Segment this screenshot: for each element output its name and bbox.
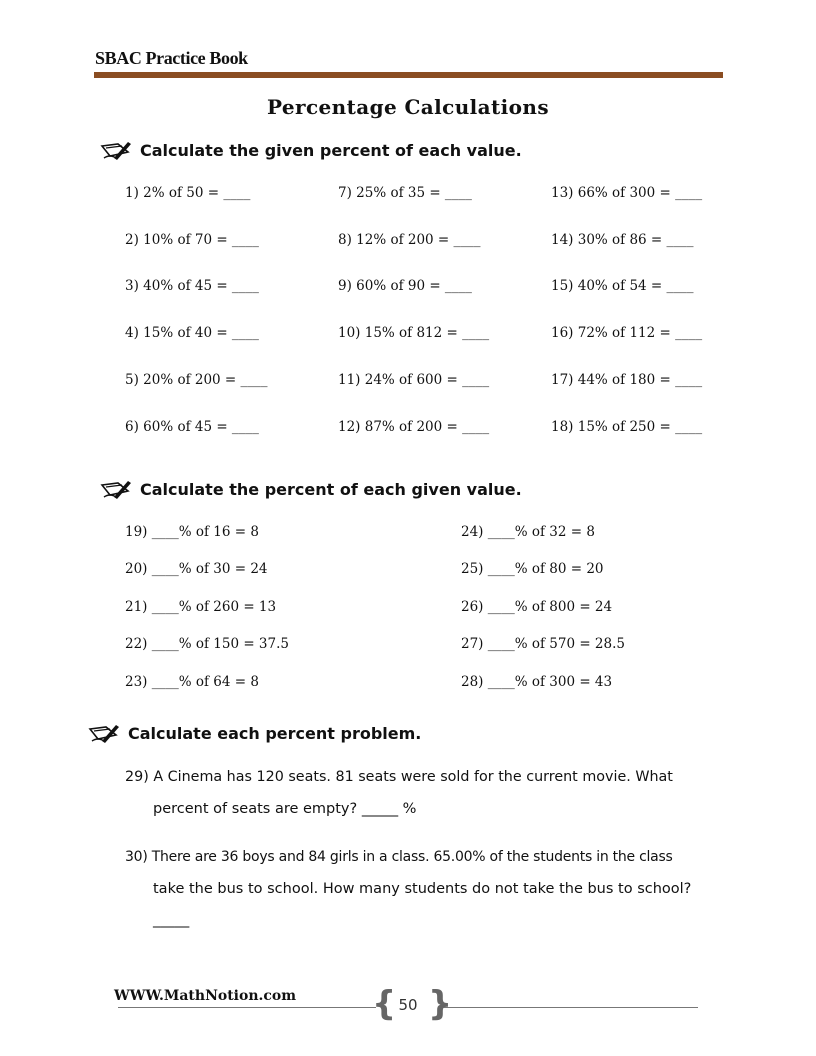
- problem-8: 8) 12% of 200 = ____: [338, 232, 481, 248]
- problem-29-line-2: percent of seats are empty? _____ %: [153, 801, 417, 817]
- section-heading-text: Calculate each percent problem.: [128, 723, 422, 743]
- problem-5: 5) 20% of 200 = ____: [125, 372, 268, 388]
- section-heading-text: Calculate the given percent of each value.: [140, 140, 522, 160]
- problem-4: 4) 15% of 40 = ____: [125, 325, 259, 341]
- problem-15: 15) 40% of 54 = ____: [551, 278, 694, 294]
- page-title: Percentage Calculations: [266, 95, 549, 119]
- problem-22: 22) ____% of 150 = 37.5: [125, 636, 289, 652]
- problem-17: 17) 44% of 180 = ____: [551, 372, 703, 388]
- problem-10: 10) 15% of 812 = ____: [338, 325, 490, 341]
- problem-19: 19) ____% of 16 = 8: [125, 524, 259, 540]
- section-heading-text: Calculate the percent of each given value.: [140, 479, 522, 499]
- problem-21: 21) ____% of 260 = 13: [125, 599, 277, 615]
- pencil-paper-icon: [100, 477, 132, 501]
- problem-6: 6) 60% of 45 = ____: [125, 419, 259, 435]
- problem-18: 18) 15% of 250 = ____: [551, 419, 703, 435]
- section-heading-2: [100, 477, 522, 501]
- problem-16: 16) 72% of 112 = ____: [551, 325, 703, 341]
- problem-12: 12) 87% of 200 = ____: [338, 419, 490, 435]
- problem-2: 2) 10% of 70 = ____: [125, 232, 259, 248]
- footer-rule-left: [118, 1007, 376, 1008]
- problem-7: 7) 25% of 35 = ____: [338, 185, 472, 201]
- page-number: 50: [398, 996, 418, 1014]
- problem-14: 14) 30% of 86 = ____: [551, 232, 694, 248]
- problem-28: 28) ____% of 300 = 43: [461, 674, 613, 690]
- problem-30-line-3: _____: [153, 912, 190, 928]
- problem-20: 20) ____% of 30 = 24: [125, 561, 268, 577]
- problem-29-line-1: 29) A Cinema has 120 seats. 81 seats were sold for the current movie. What: [125, 769, 673, 785]
- pencil-paper-icon: [88, 721, 120, 745]
- problem-3: 3) 40% of 45 = ____: [125, 278, 259, 294]
- pencil-paper-icon: [100, 138, 132, 162]
- problem-23: 23) ____% of 64 = 8: [125, 674, 259, 690]
- footer-rule-right: [440, 1007, 698, 1008]
- problem-27: 27) ____% of 570 = 28.5: [461, 636, 625, 652]
- section-heading-1: [100, 138, 522, 162]
- problem-13: 13) 66% of 300 = ____: [551, 185, 703, 201]
- footer-url: WWW.MathNotion.com: [114, 988, 297, 1004]
- problem-11: 11) 24% of 600 = ____: [338, 372, 490, 388]
- problem-24: 24) ____% of 32 = 8: [461, 524, 595, 540]
- problem-30-line-2: take the bus to school. How many students do not take the bus to school?: [153, 881, 692, 897]
- book-title: SBAC Practice Book: [95, 48, 248, 68]
- problem-25: 25) ____% of 80 = 20: [461, 561, 604, 577]
- problem-26: 26) ____% of 800 = 24: [461, 599, 613, 615]
- problem-30-line-1: 30) There are 36 boys and 84 girls in a class. 65.00% of the students in the class: [125, 849, 673, 865]
- left-brace-icon: {: [372, 984, 397, 1024]
- header-rule: [94, 72, 723, 78]
- problem-9: 9) 60% of 90 = ____: [338, 278, 472, 294]
- right-brace-icon: }: [428, 984, 453, 1024]
- problem-1: 1) 2% of 50 = ____: [125, 185, 251, 201]
- section-heading-3: [88, 721, 421, 745]
